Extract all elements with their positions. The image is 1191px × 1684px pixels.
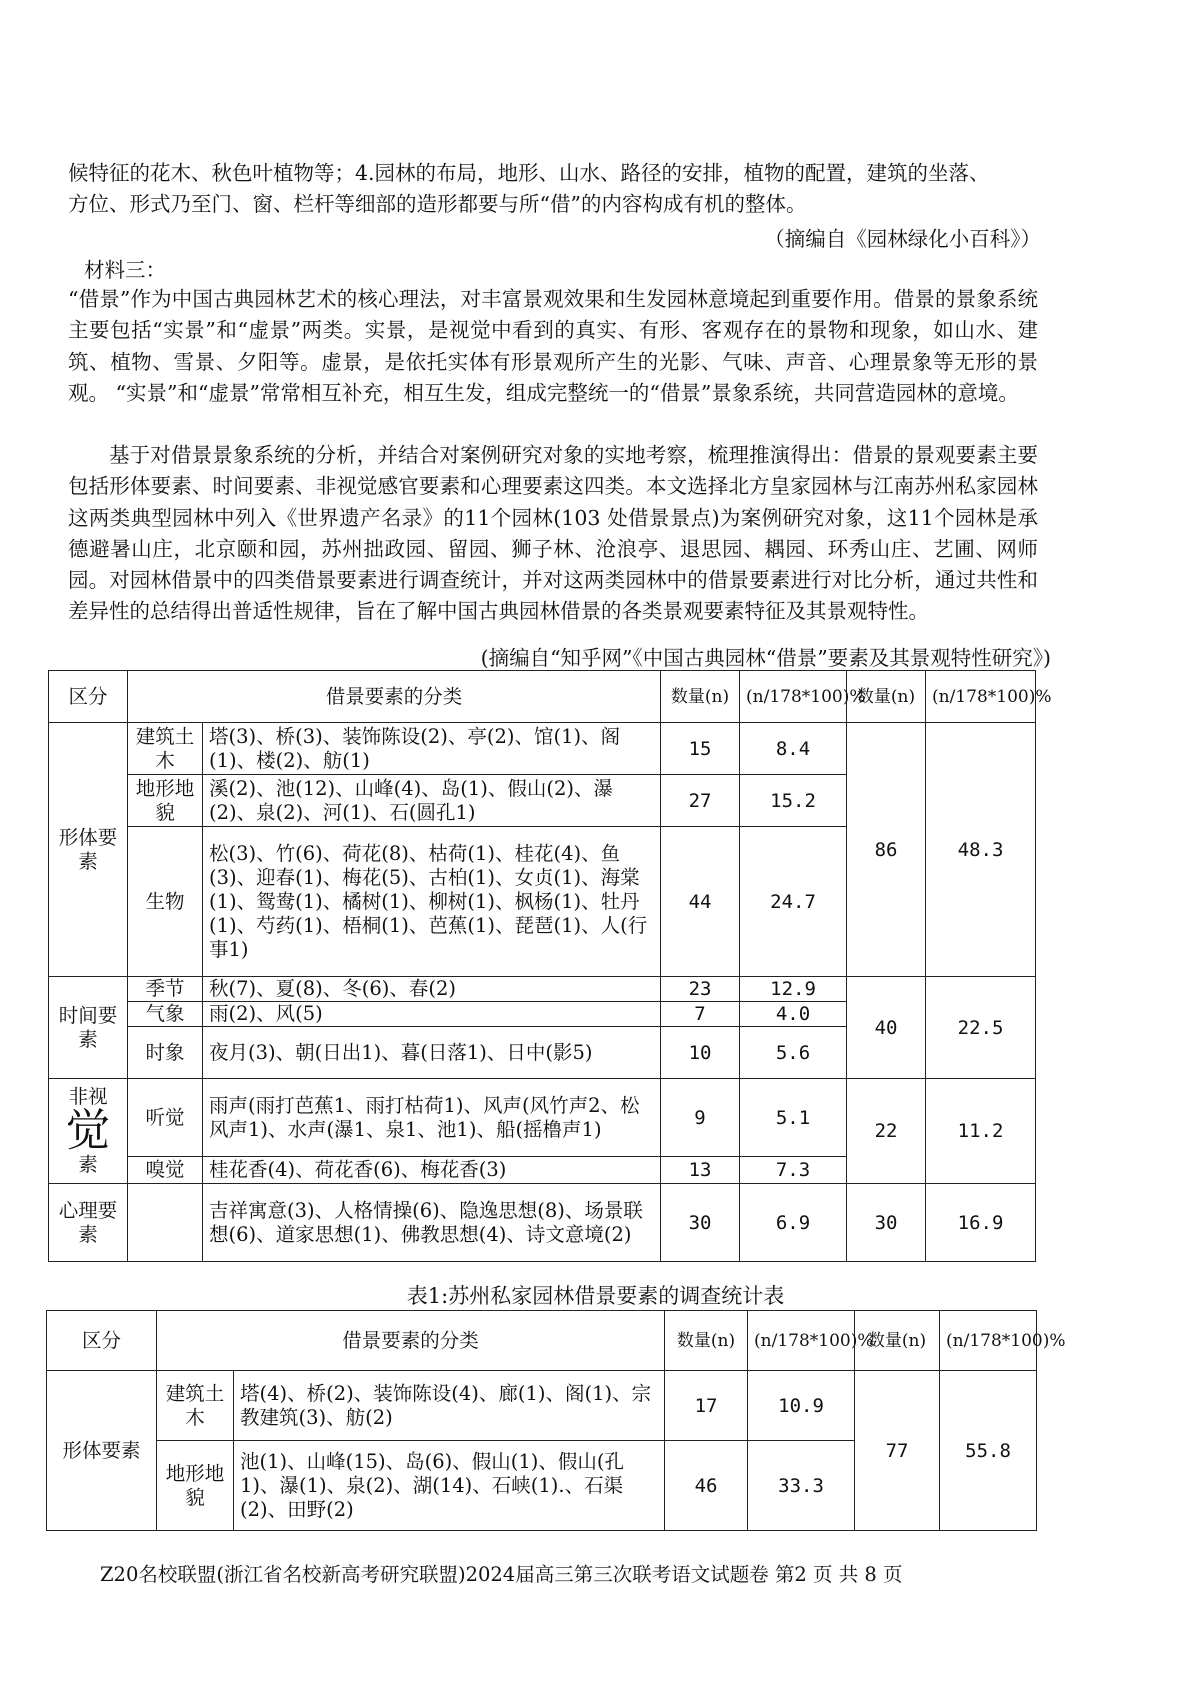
element-percentage: 33.3: [748, 1441, 855, 1531]
group-total-percentage: 48.3: [926, 723, 1036, 977]
top-text-line-1: 候特征的花木、秋色叶植物等；4.园林的布局，地形、山水、路径的安排，植物的配置，建筑的坐落、: [68, 161, 990, 185]
group-total-count: 40: [847, 977, 926, 1079]
group-total-count: 30: [847, 1184, 926, 1262]
group-total-percentage: 16.9: [926, 1184, 1036, 1262]
group-shape: 形体要素: [47, 1371, 157, 1531]
element-percentage: 4.0: [740, 1002, 847, 1027]
element-items: 夜月(3)、朝(日出1)、暮(日落1)、日中(影5): [203, 1027, 661, 1079]
group-total-percentage: 11.2: [926, 1079, 1036, 1184]
element-items: 溪(2)、池(12)、山峰(4)、岛(1)、假山(2)、瀑(2)、泉(2)、河(1)、石(圆孔1): [203, 775, 661, 827]
group-nonvisual-big: 觉: [66, 1105, 110, 1156]
element-count: 44: [661, 827, 740, 977]
element-items: 塔(3)、桥(3)、装饰陈设(2)、亭(2)、馆(1)、阁(1)、楼(2)、舫(1): [203, 723, 661, 775]
group-total-percentage: 55.8: [940, 1371, 1037, 1531]
material3-heading: 材料三：: [84, 258, 166, 282]
element-count: 13: [661, 1157, 740, 1184]
subcategory: 气象: [128, 1002, 203, 1027]
table-row: [49, 1184, 1036, 1262]
subcategory: 听觉: [128, 1079, 203, 1157]
group-total-percentage: 22.5: [926, 977, 1036, 1079]
element-percentage: 10.9: [748, 1371, 855, 1441]
element-count: 9: [661, 1079, 740, 1157]
element-count: 17: [665, 1371, 748, 1441]
header-classification: 借景要素的分类: [157, 1311, 665, 1371]
subcategory: 地形地貌: [157, 1441, 234, 1531]
element-count: 46: [665, 1441, 748, 1531]
element-count: 7: [661, 1002, 740, 1027]
element-percentage: 8.4: [740, 723, 847, 775]
element-count: 23: [661, 977, 740, 1002]
header-total-percentage: (n/178*100)%: [940, 1311, 1037, 1371]
group-mental: 心理要素: [49, 1184, 128, 1262]
subcategory: 季节: [128, 977, 203, 1002]
element-items: 桂花香(4)、荷花香(6)、梅花香(3): [203, 1157, 661, 1184]
group-total-count: 86: [847, 723, 926, 977]
header-count: 数量(n): [665, 1311, 748, 1371]
source-citation-1: （摘编自《园林绿化小百科》）: [764, 227, 1041, 251]
material3-paragraph-2: 基于对借景景象系统的分析，并结合对案例研究对象的实地考察，梳理推演得出：借景的景观要素主要包括形体要素、时间要素、非视觉感官要素和心理要素这四类。本文选择北方皇家园林与江南苏州私家园林这两类典型园林中列入《世界遗产名录》的11个园林(103 处借景景点)为案例研究对象，这11个园林是承德避暑山庄，北京颐和园，苏州拙政园、留园、狮子林、沧浪亭、退思园、耦园、环秀山庄、艺圃、网师园。对园林借景中的四类借景要素进行调查统计，并对这两类园林中的借景要素进行对比分析，通过共性和差异性的总结得出普适性规律，旨在了解中国古典园林借景的各类景观要素特征及其景观特性。: [68, 443, 1038, 624]
subcategory: [128, 1184, 203, 1262]
element-items: 雨(2)、风(5): [203, 1002, 661, 1027]
subcategory: 时象: [128, 1027, 203, 1079]
header-total-count: 数量(n): [855, 1311, 940, 1371]
header-category: 区分: [49, 671, 128, 723]
element-percentage: 6.9: [740, 1184, 847, 1262]
element-count: 15: [661, 723, 740, 775]
group-total-count: 77: [855, 1371, 940, 1531]
element-percentage: 7.3: [740, 1157, 847, 1184]
element-items: 池(1)、山峰(15)、岛(6)、假山(1)、假山(孔1)、瀑(1)、泉(2)、湖(14)、石峡(1).、石渠(2)、田野(2): [234, 1441, 665, 1531]
table-row: [47, 1371, 1037, 1441]
element-items: 松(3)、竹(6)、荷花(8)、枯荷(1)、桂花(4)、鱼(3)、迎春(1)、梅花(5)、古柏(1)、女贞(1)、海棠(1)、鸳鸯(1)、橘树(1)、柳树(1)、枫杨(1)、牡丹(1)、芍药(1)、梧桐(1)、芭蕉(1)、琵琶(1)、人(行事1): [203, 827, 661, 977]
element-items: 雨声(雨打芭蕉1、雨打枯荷1)、风声(风竹声2、松风声1)、水声(瀑1、泉1、池1)、船(摇橹声1): [203, 1079, 661, 1157]
header-classification: 借景要素的分类: [128, 671, 661, 723]
element-count: 30: [661, 1184, 740, 1262]
element-items: 吉祥寓意(3)、人格情操(6)、隐逸思想(8)、场景联想(6)、道家思想(1)、佛教思想(4)、诗文意境(2): [203, 1184, 661, 1262]
header-percentage: (n/178*100)%: [740, 671, 847, 723]
subcategory: 生物: [128, 827, 203, 977]
header-total-percentage: (n/178*100)%: [926, 671, 1036, 723]
subcategory: 地形地貌: [128, 775, 203, 827]
element-count: 27: [661, 775, 740, 827]
element-percentage: 24.7: [740, 827, 847, 977]
subcategory: 建筑土木: [128, 723, 203, 775]
element-percentage: 5.1: [740, 1079, 847, 1157]
header-percentage: (n/178*100)%: [748, 1311, 855, 1371]
header-count: 数量(n): [661, 671, 740, 723]
element-percentage: 5.6: [740, 1027, 847, 1079]
group-shape: 形体要素: [49, 723, 128, 977]
table-2-header-row: [47, 1311, 1037, 1371]
subcategory: 嗅觉: [128, 1157, 203, 1184]
element-count: 10: [661, 1027, 740, 1079]
top-text-line-2: 方位、形式乃至门、窗、栏杆等细部的造形都要与所“借”的内容构成有机的整体。: [68, 192, 807, 216]
element-items: 塔(4)、桥(2)、装饰陈设(4)、廊(1)、阁(1)、宗教建筑(3)、舫(2): [234, 1371, 665, 1441]
table-row: [49, 1079, 1036, 1157]
table-1-caption: 表1:苏州私家园林借景要素的调查统计表: [406, 1284, 785, 1308]
table-1: [48, 670, 1052, 1262]
group-time: 时间要素: [49, 977, 128, 1079]
header-category: 区分: [47, 1311, 157, 1371]
element-percentage: 12.9: [740, 977, 847, 1002]
table-2: [46, 1310, 1066, 1531]
page-footer: Z20名校联盟(浙江省名校新高考研究联盟)2024届高三第三次联考语文试题卷 第2 页 共 8 页: [100, 1563, 903, 1586]
header-total-count: 数量(n): [847, 671, 926, 723]
material3-paragraph-1: “借景”作为中国古典园林艺术的核心理法，对丰富景观效果和生发园林意境起到重要作用。借景的景象系统主要包括“实景”和“虚景”两类。实景，是视觉中看到的真实、有形、客观存在的景物和现象，如山水、建筑、植物、雪景、夕阳等。虚景，是依托实体有形景观所产生的光影、气味、声音、心理景象等无形的景观。 “实景”和“虚景”常常相互补充，相互生发，组成完整统一的“借景”景象系统，共同营造园林的意境。: [68, 287, 1038, 405]
element-items: 秋(7)、夏(8)、冬(6)、春(2): [203, 977, 661, 1002]
subcategory: 建筑土木: [157, 1371, 234, 1441]
element-percentage: 15.2: [740, 775, 847, 827]
group-nonvisual-top: 非视: [68, 1085, 108, 1108]
group-nonvisual: [49, 1079, 128, 1184]
group-total-count: 22: [847, 1079, 926, 1184]
table-row: [49, 723, 1036, 775]
table-row: [49, 977, 1036, 1002]
source-citation-2: (摘编自“知乎网”《中国古典园林“借景”要素及其景观特性研究》): [480, 646, 1051, 670]
group-nonvisual-bottom: 素: [78, 1153, 98, 1176]
table-1-header-row: [49, 671, 1036, 723]
